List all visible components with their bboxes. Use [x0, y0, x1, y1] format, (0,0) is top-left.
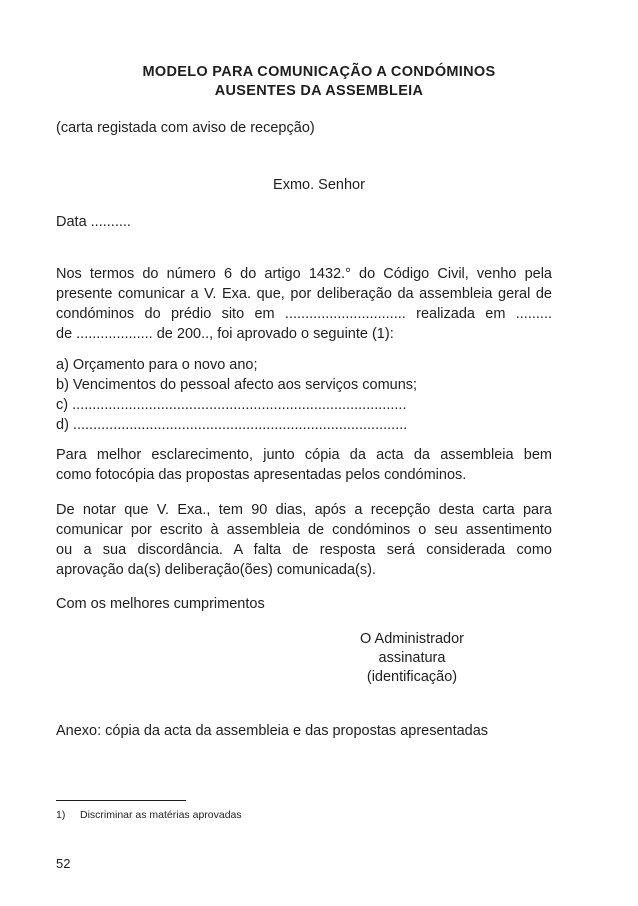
footnote-number: 1) [56, 809, 66, 821]
paragraph-3 [56, 500, 552, 580]
paragraph-1-line: de ................... de 200.., foi aprovado o seguinte (1): [56, 326, 394, 342]
title-line-1: MODELO PARA COMUNICAÇÃO A CONDÓMINOS [142, 64, 496, 80]
list-item: d) ................................................................................... [56, 417, 408, 433]
list-item: a) Orçamento para o novo ano; [56, 357, 258, 373]
signature-sign: assinatura [378, 650, 446, 666]
annex: Anexo: cópia da acta da assembleia e das propostas apresentadas [56, 723, 489, 739]
subtitle: (carta registada com aviso de recepção) [56, 120, 315, 136]
list-item: c) ................................................................................... [56, 397, 407, 413]
footnote-rule [56, 800, 186, 801]
signature-role: O Administrador [360, 631, 464, 647]
footnote [56, 809, 242, 821]
paragraph-3-line: aprovação da(s) deliberação(ões) comunicada(s). [56, 562, 376, 578]
title-line-2: AUSENTES DA ASSEMBLEIA [214, 83, 424, 99]
paragraph-1-line: Nos termos do número 6 do artigo 1432.° do Código Civil, venho pela [56, 266, 552, 282]
paragraph-2-line: como fotocópia das propostas apresentadas pelos condóminos. [56, 467, 467, 483]
salutation: Exmo. Senhor [273, 177, 365, 193]
paragraph-3-line: De notar que V. Exa., tem 90 dias, após a recepção desta carta para [56, 502, 552, 518]
date-line: Data .......... [56, 214, 131, 230]
closing: Com os melhores cumprimentos [56, 596, 265, 612]
paragraph-3-line: ou a sua discordância. A falta de resposta será considerada como [56, 542, 552, 558]
item-list [56, 355, 552, 435]
page-number: 52 [56, 856, 71, 871]
paragraph-2-line: Para melhor esclarecimento, junto cópia da acta da assembleia bem [56, 447, 552, 463]
footnote-text: Discriminar as matérias aprovadas [80, 809, 242, 821]
signature-id: (identificação) [366, 669, 458, 685]
paragraph-1-line: presente comunicar a V. Exa. que, por deliberação da assembleia geral de [56, 286, 552, 302]
paragraph-1-line: condóminos do prédio sito em .............................. realizada em ......... [56, 306, 552, 322]
signature-block [332, 630, 492, 687]
paragraph-3-line: comunicar por escrito à assembleia de condóminos o seu assentimento [56, 522, 552, 538]
paragraph-1 [56, 264, 552, 344]
paragraph-2 [56, 445, 552, 485]
list-item: b) Vencimentos do pessoal afecto aos serviços comuns; [56, 377, 418, 393]
